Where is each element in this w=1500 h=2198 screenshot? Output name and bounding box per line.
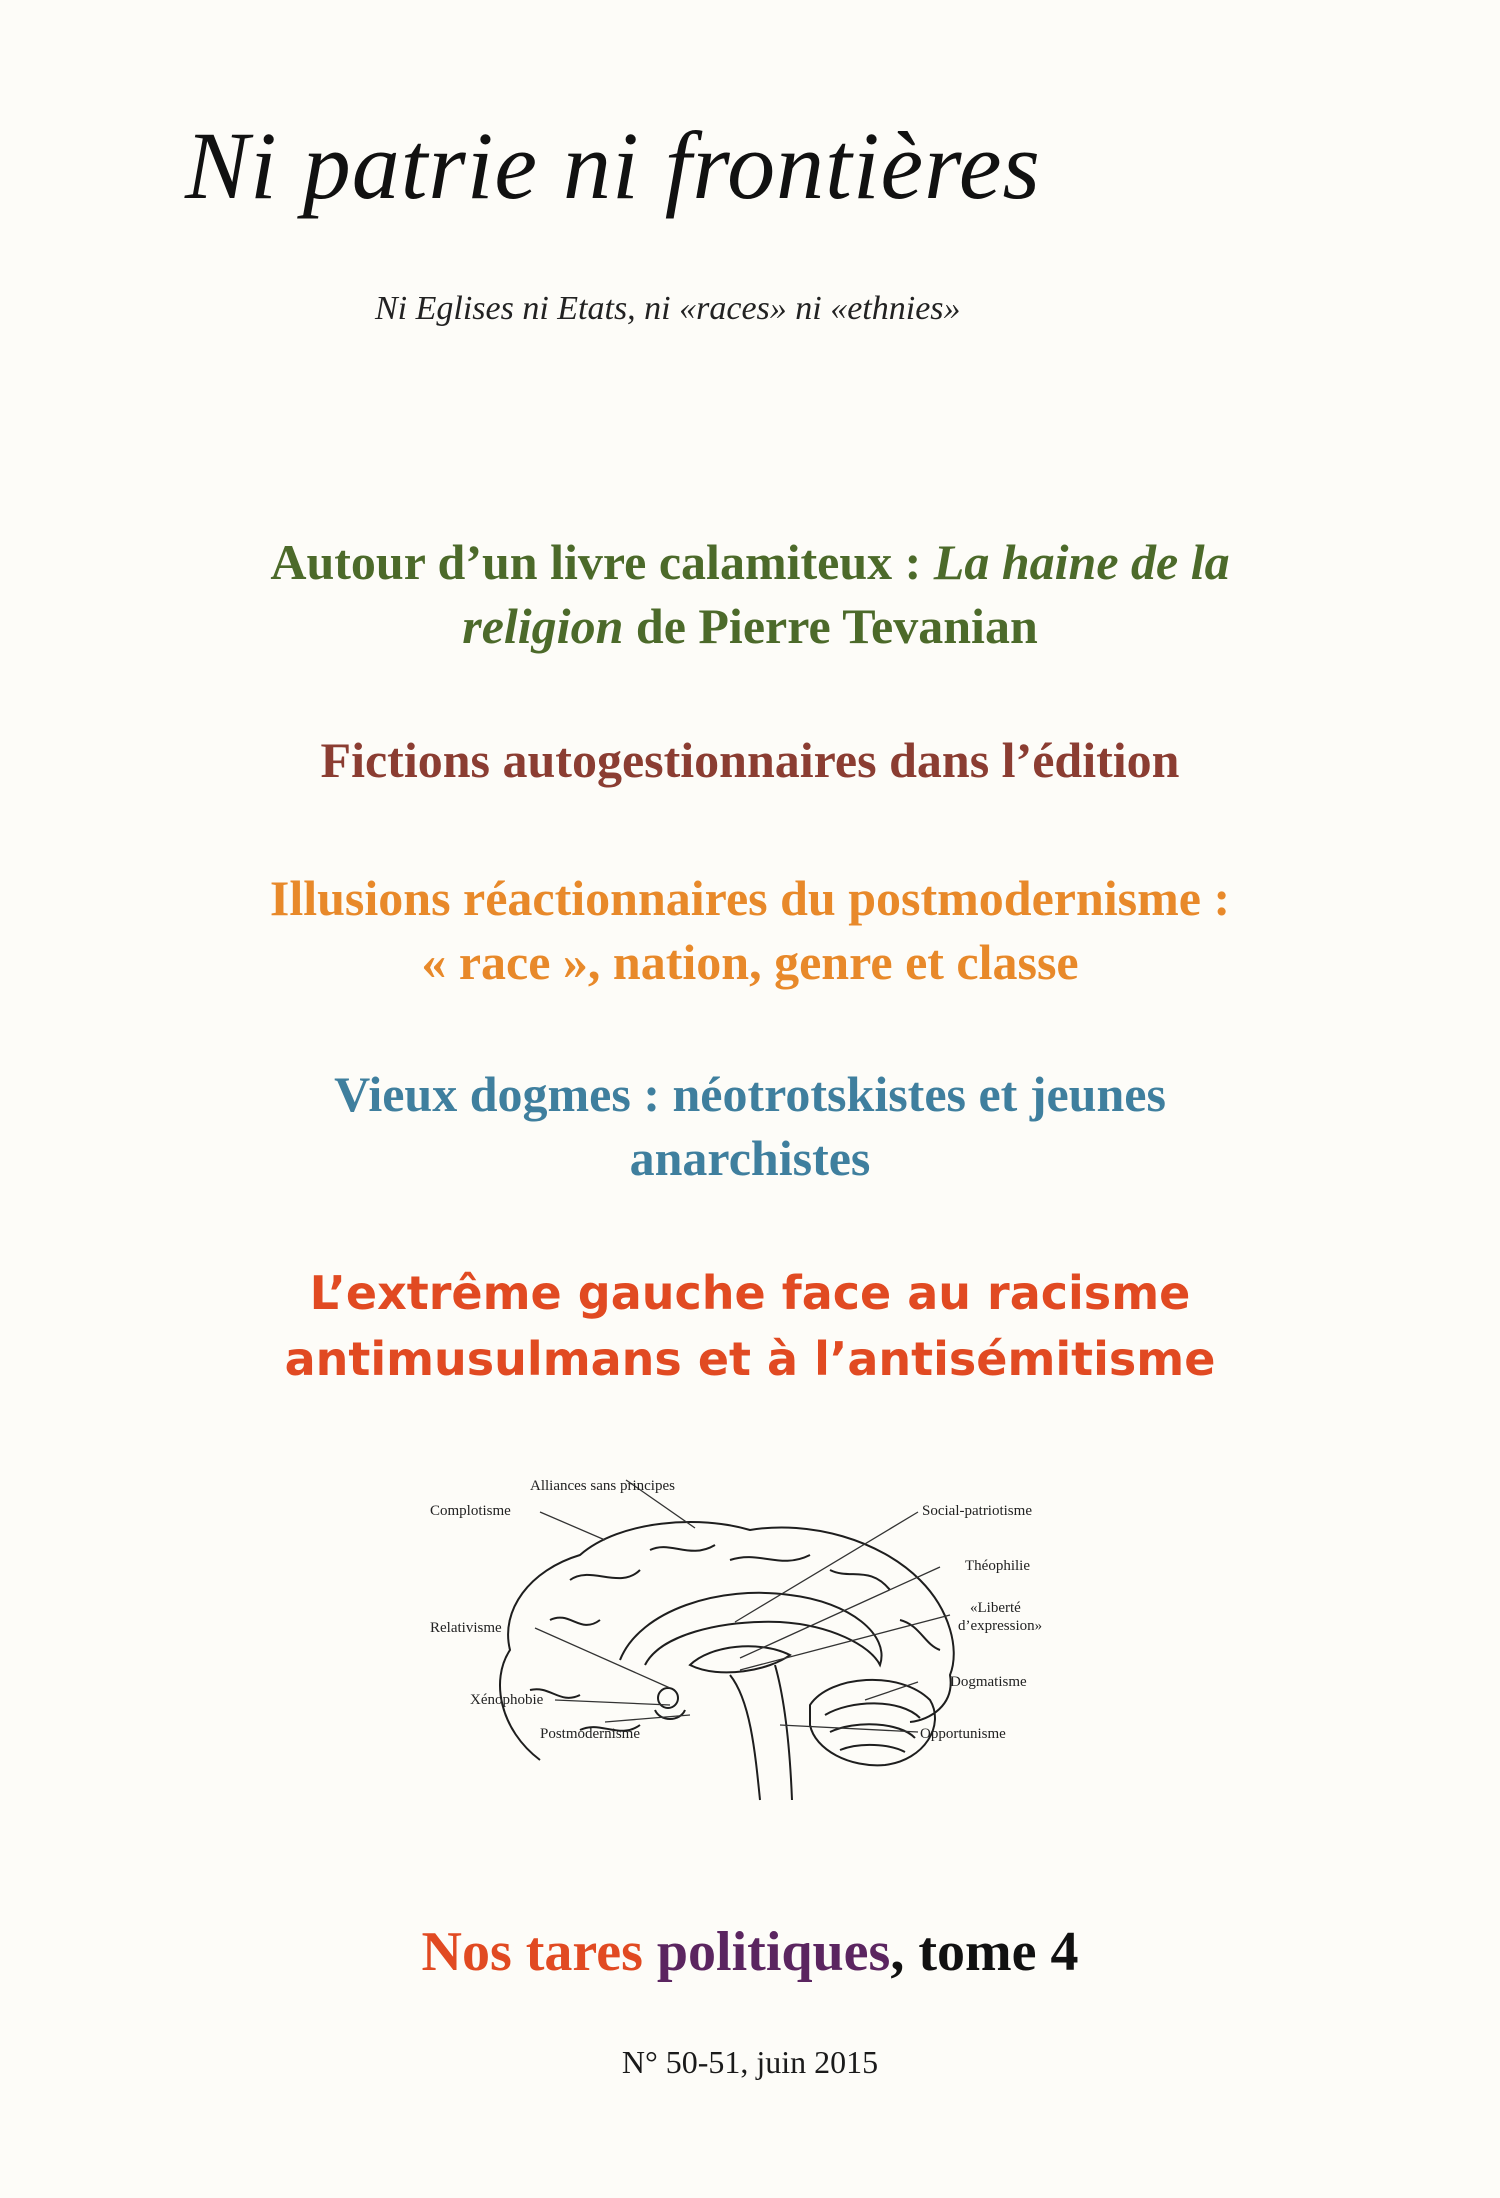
label-xenophobie: Xénophobie xyxy=(470,1692,544,1708)
issue-number: N° 50-51, juin 2015 xyxy=(621,2044,879,2080)
label-complotisme: Complotisme xyxy=(430,1503,511,1519)
headline-illusions-line1: Illusions réactionnaires du postmodernisme : xyxy=(269,870,1231,926)
leader-complotisme xyxy=(540,1512,605,1540)
label-relativisme: Relativisme xyxy=(430,1620,502,1636)
leader-dogmatisme xyxy=(865,1682,918,1700)
cerebellum xyxy=(810,1680,935,1765)
headline-fictions: Fictions autogestionnaires dans l’édition xyxy=(320,732,1180,788)
headline-illusions xyxy=(0,866,1500,994)
label-liberte-2: d’expression» xyxy=(958,1618,1043,1634)
headline-extreme-gauche-line1: L’extrême gauche face au racisme xyxy=(309,1266,1191,1320)
label-theophilie: Théophilie xyxy=(965,1558,1030,1574)
cover-title: Ni patrie ni frontières xyxy=(185,112,1041,219)
headline-tevanian-book2: religion xyxy=(462,598,624,654)
headline-tevanian xyxy=(0,530,1500,658)
brain-diagram xyxy=(430,1460,1070,1820)
brain-illustration xyxy=(430,1460,1070,1820)
series-part3: , tome 4 xyxy=(890,1921,1079,1983)
label-dogmatisme: Dogmatisme xyxy=(950,1674,1027,1690)
headline-tevanian-text2: de Pierre Tevanian xyxy=(623,598,1038,654)
label-opportunisme: Opportunisme xyxy=(920,1726,1006,1742)
headline-tevanian-book1: La haine de la xyxy=(933,534,1230,590)
headline-dogmes-line1: Vieux dogmes : néotrotskistes et jeunes xyxy=(334,1066,1166,1122)
series-part1: Nos tares xyxy=(421,1921,643,1983)
headline-dogmes xyxy=(0,1062,1500,1190)
headline-illusions-line2: « race », nation, genre et classe xyxy=(421,934,1079,990)
headline-extreme-gauche xyxy=(0,1260,1500,1392)
headline-extreme-gauche-line2: antimusulmans et à l’antisémitisme xyxy=(284,1332,1216,1386)
headline-tevanian-text1: Autour d’un livre calamiteux : xyxy=(270,534,934,590)
brain-outline xyxy=(500,1522,954,1760)
series-part2: politiques xyxy=(642,1921,891,1983)
label-social-patriotisme: Social-patriotisme xyxy=(922,1503,1032,1519)
headline-dogmes-line2: anarchistes xyxy=(629,1130,871,1186)
series-title xyxy=(0,1920,1500,1984)
brain-stem xyxy=(730,1665,792,1800)
label-postmodernisme: Postmodernisme xyxy=(540,1726,640,1742)
leader-liberte xyxy=(740,1615,950,1670)
label-alliances: Alliances sans principes xyxy=(530,1478,675,1494)
corpus-callosum xyxy=(620,1593,882,1665)
leader-xenophobie xyxy=(555,1700,670,1705)
cover-tagline: Ni Eglises ni Etats, ni «races» ni «ethnies» xyxy=(375,290,961,327)
label-liberte-1: «Liberté xyxy=(970,1600,1021,1616)
